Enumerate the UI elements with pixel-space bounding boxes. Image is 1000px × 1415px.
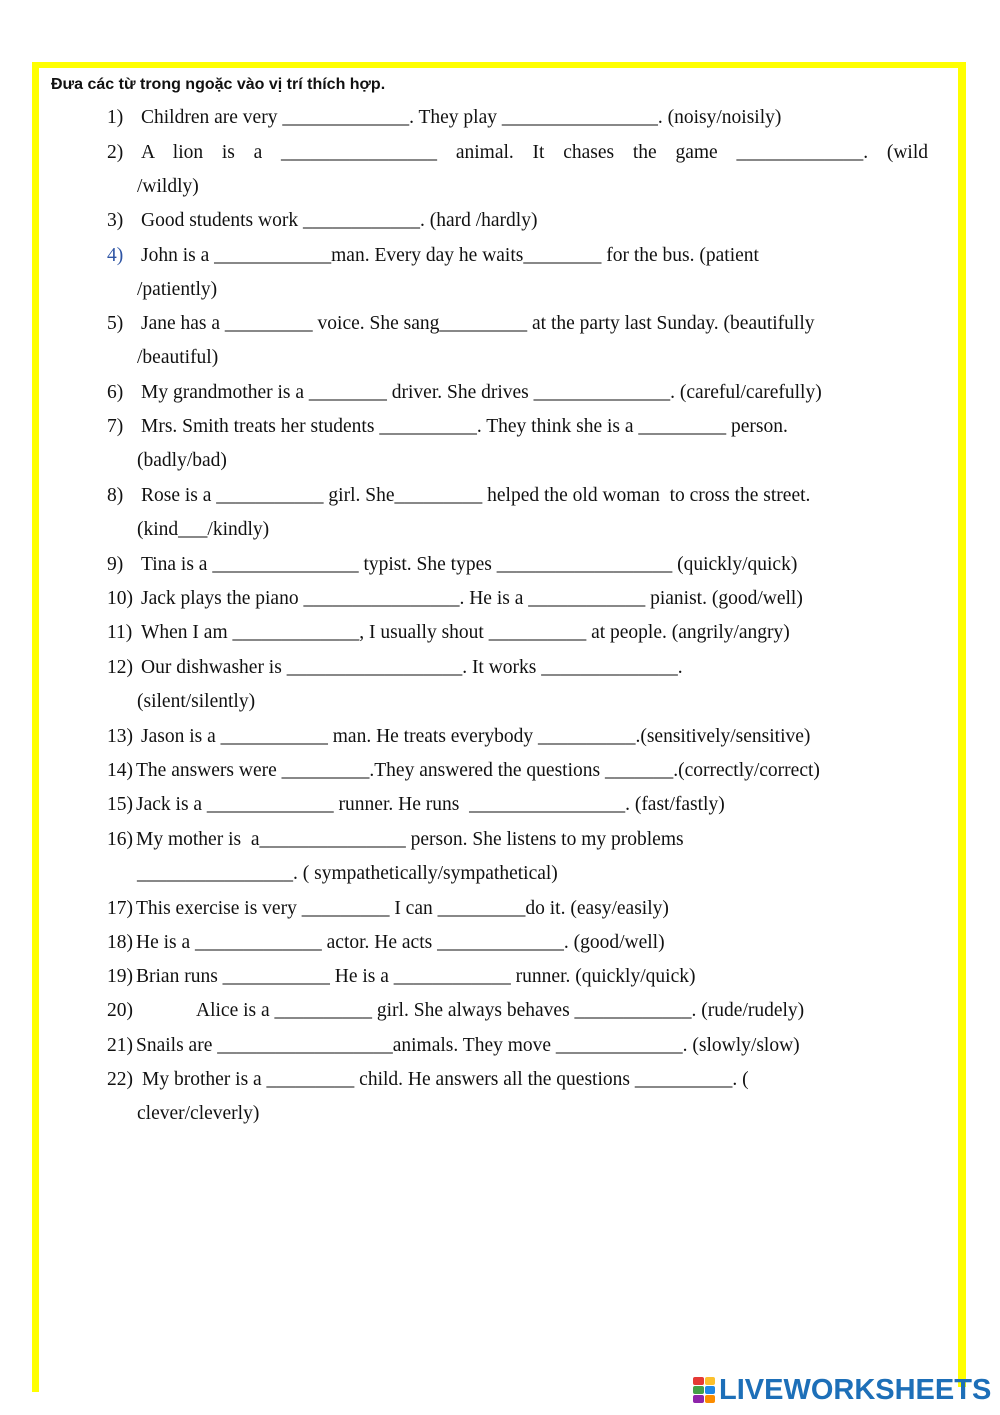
item-number: 12): [107, 657, 133, 678]
yellow-frame-top: [32, 62, 966, 68]
item-text-line: Brian runs ___________ He is a ____________ runner. (quickly/quick): [136, 966, 696, 987]
instruction-heading: Đưa các từ trong ngoặc vào vị trí thích hợp.: [51, 76, 386, 93]
item-text-line: (silent/silently): [137, 691, 256, 712]
item-number: 20): [107, 1000, 133, 1021]
item-text-line: My brother is a _________ child. He answers all the questions __________. (: [142, 1069, 749, 1090]
item-text-line: A lion is a ________________ animal. It chases the game _____________. (wild: [141, 142, 928, 163]
liveworksheets-logo: [693, 1375, 991, 1405]
item-number: 5): [107, 313, 124, 334]
logo-text: LIVEWORKSHEETS: [719, 1373, 992, 1406]
item-text-line: This exercise is very _________ I can _________do it. (easy/easily): [136, 898, 669, 919]
item-number: 17): [107, 898, 133, 919]
item-number: 8): [107, 485, 124, 506]
item-number: 10): [107, 588, 133, 609]
item-text-line: ________________. ( sympathetically/sympathetical): [137, 863, 558, 884]
item-text-line: clever/cleverly): [137, 1103, 260, 1124]
item-text-line: Good students work ____________. (hard /hardly): [141, 210, 538, 231]
item-text-line: Alice is a __________ girl. She always behaves ____________. (rude/rudely): [196, 1000, 805, 1021]
yellow-frame-left: [32, 62, 39, 1392]
item-number: 16): [107, 829, 133, 850]
item-number: 15): [107, 794, 133, 815]
yellow-frame-right: [958, 62, 966, 1387]
logo-grid-icon: [693, 1377, 715, 1403]
item-text-line: Our dishwasher is __________________. It works ______________.: [141, 657, 683, 678]
item-number: 3): [107, 210, 124, 231]
item-text-line: Children are very _____________. They play ________________. (noisy/noisily): [141, 107, 782, 128]
item-number: 7): [107, 416, 124, 437]
item-text-line: (badly/bad): [137, 450, 227, 471]
item-text-line: Rose is a ___________ girl. She_________ helped the old woman to cross the street.: [141, 485, 811, 506]
item-text-line: Jason is a ___________ man. He treats everybody __________.(sensitively/sensitive): [141, 726, 811, 747]
item-number: 9): [107, 554, 124, 575]
item-text-line: The answers were _________.They answered the questions _______.(correctly/correct): [136, 760, 820, 781]
item-number: 2): [107, 142, 124, 163]
item-text-line: Tina is a _______________ typist. She types __________________ (quickly/quick): [141, 554, 798, 575]
item-text-line: My mother is a_______________ person. She listens to my problems: [136, 829, 684, 850]
item-number: 14): [107, 760, 133, 781]
item-number: 18): [107, 932, 133, 953]
item-text-line: /beautiful): [137, 347, 219, 368]
item-text-line: John is a ____________man. Every day he waits________ for the bus. (patient: [141, 245, 759, 266]
item-text-line: Snails are __________________animals. They move _____________. (slowly/slow): [136, 1035, 800, 1056]
item-text-line: /wildly): [137, 176, 199, 197]
item-text-line: He is a _____________ actor. He acts _____________. (good/well): [136, 932, 665, 953]
item-text-line: (kind___/kindly): [137, 519, 270, 540]
item-number: 4): [107, 245, 124, 266]
item-number: 22): [107, 1069, 133, 1090]
item-text-line: My grandmother is a ________ driver. She drives ______________. (careful/carefully): [141, 382, 822, 403]
item-number: 1): [107, 107, 124, 128]
item-text-line: Jane has a _________ voice. She sang_________ at the party last Sunday. (beautifully: [141, 313, 815, 334]
item-number: 6): [107, 382, 124, 403]
item-text-line: Jack plays the piano ________________. He is a ____________ pianist. (good/well): [141, 588, 803, 609]
item-number: 11): [107, 622, 133, 643]
item-text-line: Mrs. Smith treats her students __________. They think she is a _________ person.: [141, 416, 788, 437]
item-text-line: Jack is a _____________ runner. He runs ________________. (fast/fastly): [136, 794, 725, 815]
item-number: 13): [107, 726, 133, 747]
item-text-line: When I am _____________, I usually shout __________ at people. (angrily/angry): [141, 622, 790, 643]
item-number: 19): [107, 966, 133, 987]
item-number: 21): [107, 1035, 133, 1056]
item-text-line: /patiently): [137, 279, 218, 300]
